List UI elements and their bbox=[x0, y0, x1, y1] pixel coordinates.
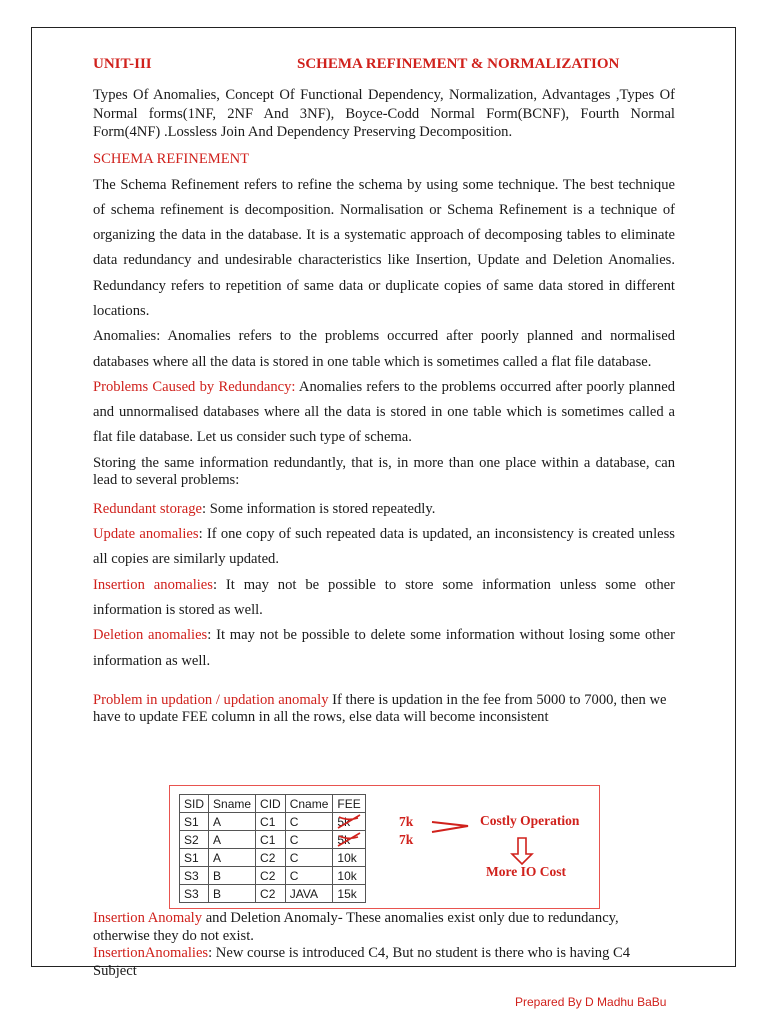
table-cell: C bbox=[285, 813, 333, 831]
table-cell: A bbox=[209, 813, 256, 831]
insertion-anomalies-text: : New course is introduced C4, But no student is there who is having C4 Subject bbox=[93, 945, 631, 979]
table-cell: C1 bbox=[256, 813, 286, 831]
title-row bbox=[93, 52, 675, 80]
update-anomalies-item bbox=[93, 522, 675, 573]
deletion-label: Deletion anomalies bbox=[93, 627, 208, 644]
page-title: SCHEMA REFINEMENT & NORMALIZATION bbox=[297, 56, 620, 72]
insertion-anomaly-text: and Deletion Anomaly- These anomalies exist only due to redundancy, otherwise they do not exist. bbox=[93, 910, 619, 944]
new-fee-label-2: 7k bbox=[399, 832, 414, 847]
fee-value: 5k bbox=[337, 814, 351, 829]
redundant-storage-item bbox=[93, 497, 675, 522]
table-cell: S3 bbox=[180, 885, 209, 903]
updation-figure bbox=[169, 785, 600, 909]
deletion-text: : It may not be possible to delete some information without losing some other information as well. bbox=[93, 627, 675, 669]
table-cell: S3 bbox=[180, 867, 209, 885]
table-cell: 15k bbox=[333, 885, 365, 903]
section-heading: SCHEMA REFINEMENT bbox=[93, 150, 250, 167]
table-cell: A bbox=[209, 831, 256, 849]
insertion-anomalies-paragraph bbox=[93, 945, 675, 980]
updation-text: If there is updation in the fee from 5000 to 7000, then we have to update FEE column in all the rows, else data will become inconsistent bbox=[93, 691, 667, 725]
footer-credit: Prepared By D Madhu BaBu bbox=[515, 995, 667, 1009]
insertion-anomalies-item bbox=[93, 573, 675, 624]
costly-operation-label: Costly Operation bbox=[480, 813, 580, 828]
more-io-cost-label: More IO Cost bbox=[486, 864, 566, 879]
table-cell: C1 bbox=[256, 831, 286, 849]
unit-label: UNIT-III bbox=[93, 56, 152, 72]
updation-paragraph bbox=[93, 692, 675, 726]
insertion-text: : It may not be possible to store some information unless some other information is stored as well. bbox=[93, 576, 675, 618]
col-header: CID bbox=[256, 795, 286, 813]
problems-text: Anomalies refers to the problems occurred after poorly planned and unnormalised databases where all the data is stored in one table which is sometimes called a flat file database. Let us consider such type of schema. bbox=[93, 378, 675, 446]
new-fee-label-1: 7k bbox=[399, 814, 414, 829]
right-arrow-icon bbox=[432, 822, 468, 832]
table-cell: S2 bbox=[180, 831, 209, 849]
updation-label: Problem in updation / updation anomaly bbox=[93, 691, 329, 708]
down-arrow-icon bbox=[512, 838, 532, 864]
update-label: Update anomalies bbox=[93, 526, 199, 543]
fee-value: 5k bbox=[337, 832, 351, 847]
col-header: Sname bbox=[209, 795, 256, 813]
insertion-label: Insertion anomalies bbox=[93, 576, 213, 593]
table-cell: 10k bbox=[333, 867, 365, 885]
insertion-anomalies-label: InsertionAnomalies bbox=[93, 945, 209, 961]
anomalies-paragraph: Anomalies: Anomalies refers to the problems occurred after poorly planned and normalised databases where all the data is stored in one table which is sometimes called a flat file database. bbox=[93, 328, 675, 370]
table-cell: C bbox=[285, 831, 333, 849]
arrow-graphics bbox=[170, 786, 601, 910]
problems-paragraph bbox=[93, 375, 675, 451]
problems-label: Problems Caused by Redundancy: bbox=[93, 378, 296, 395]
table-cell: B bbox=[209, 885, 256, 903]
storing-paragraph: Storing the same information redundantly, that is, in more than one place within a database, can lead to several problems: bbox=[93, 454, 675, 488]
update-text: : If one copy of such repeated data is updated, an inconsistency is created unless all copies are similarly updated. bbox=[93, 526, 675, 568]
table-cell: S1 bbox=[180, 813, 209, 831]
table-cell: 10k bbox=[333, 849, 365, 867]
schema-refinement-paragraph: The Schema Refinement refers to refine the schema by using some technique. The best technique of schema refinement is decomposition. Normalisation or Schema Refinement is a technique of organizing the data in the database. It is a systematic approach of decomposing tables to eliminate data redundancy and undesirable characteristics like Insertion, Update and Deletion Anomalies. Redundancy refers to repetition of same data or duplicate copies of same data stored in different locations. bbox=[93, 176, 675, 319]
table-cell: S1 bbox=[180, 849, 209, 867]
page-content bbox=[93, 52, 675, 726]
intro-paragraph: Types Of Anomalies, Concept Of Functional Dependency, Normalization, Advantages ,Types Of Normal forms(1NF, 2NF And 3NF), Boyce-Codd Normal Form(BCNF), Fourth Normal Form(4NF) .Lossless Join And Dependency Preserving Decomposition. bbox=[93, 87, 675, 140]
table-cell: C2 bbox=[256, 849, 286, 867]
col-header: FEE bbox=[333, 795, 365, 813]
table-cell: C2 bbox=[256, 867, 286, 885]
table-cell: B bbox=[209, 867, 256, 885]
table-cell: C bbox=[285, 849, 333, 867]
table-cell: JAVA bbox=[285, 885, 333, 903]
col-header: SID bbox=[180, 795, 209, 813]
lower-content bbox=[93, 910, 675, 980]
table-cell: A bbox=[209, 849, 256, 867]
table-cell: C bbox=[285, 867, 333, 885]
redundant-label: Redundant storage bbox=[93, 500, 203, 517]
insertion-anomaly-paragraph bbox=[93, 910, 675, 945]
table-cell: C2 bbox=[256, 885, 286, 903]
col-header: Cname bbox=[285, 795, 333, 813]
deletion-anomalies-item bbox=[93, 623, 675, 674]
redundant-text: : Some information is stored repeatedly. bbox=[202, 500, 436, 517]
insertion-anomaly-label: Insertion Anomaly bbox=[93, 910, 203, 926]
